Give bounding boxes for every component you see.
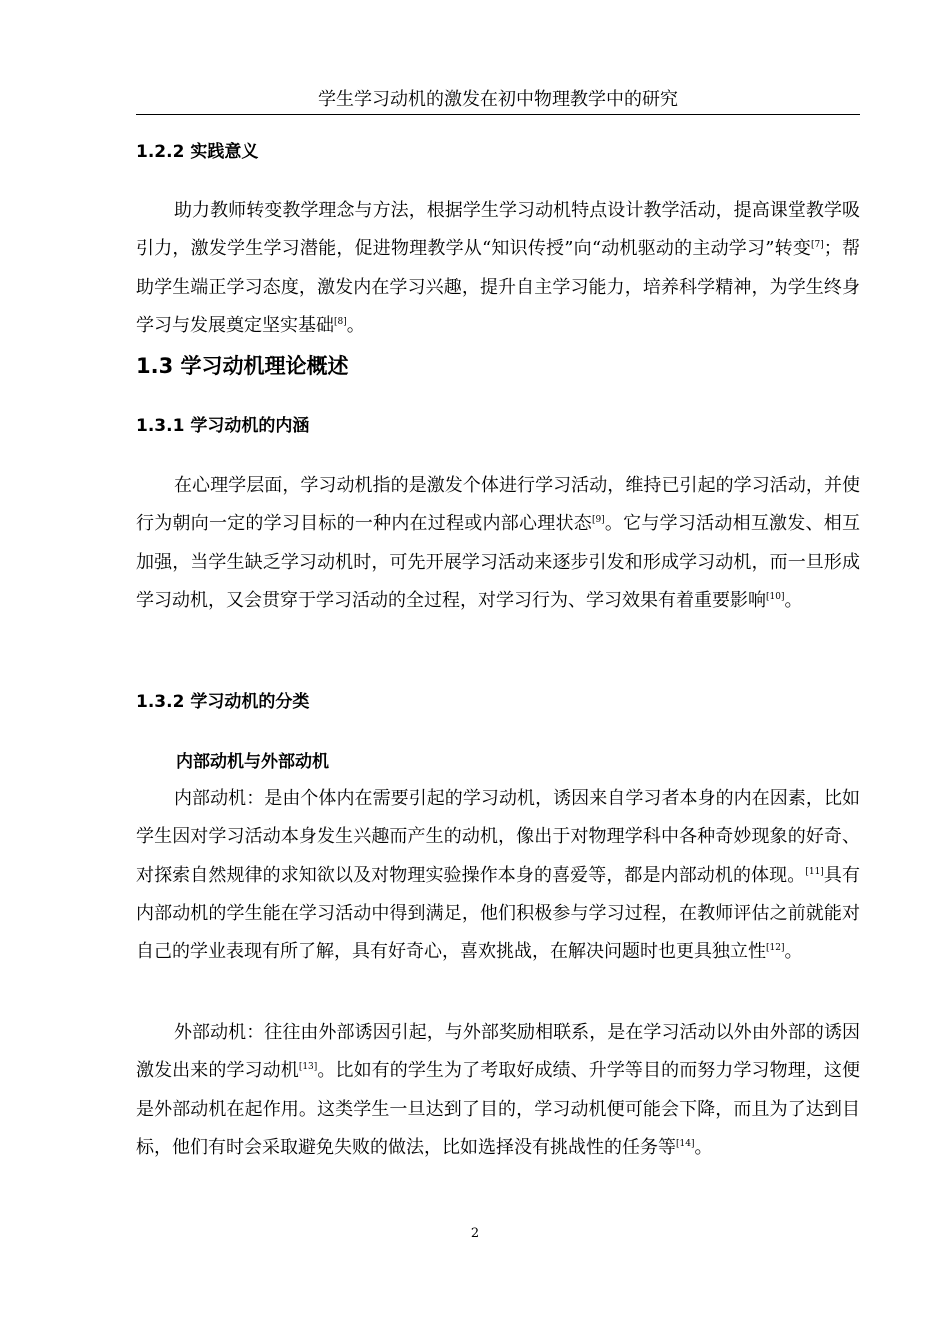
paragraph-text: 。	[784, 589, 803, 611]
section-heading-1-2-2: 1.2.2 实践意义	[136, 142, 259, 162]
section-heading-1-3-1: 1.3.1 学习动机的内涵	[136, 416, 310, 436]
paragraph-practical-significance	[136, 192, 860, 345]
paragraph-text: ；帮助学生端正学习态度，激发内在学习兴趣，提升自主学习能力，培养科学精神，为学生终身学习与发展奠定坚实基础	[136, 238, 861, 336]
paragraph-motivation-definition	[136, 467, 860, 620]
paragraph-text: 具有内部动机的学生能在学习活动中得到满足，他们积极参与学习过程，在教师评估之前就能对自己的学业表现有所了解，具有好奇心，喜欢挑战，在解决问题时也更具独立性	[136, 864, 861, 963]
paragraph-extrinsic-motivation	[136, 1014, 860, 1167]
paragraph-text: 。	[346, 314, 365, 336]
citation-ref: [9]	[591, 515, 605, 526]
section-heading-1-3-2: 1.3.2 学习动机的分类	[136, 692, 310, 712]
citation-ref: [12]	[766, 943, 785, 954]
paragraph-text: 。	[784, 941, 803, 963]
citation-ref: [13]	[298, 1062, 318, 1073]
citation-ref: [7]	[811, 240, 824, 251]
citation-ref: [10]	[766, 591, 785, 602]
running-header: 学生学习动机的激发在初中物理教学中的研究	[136, 88, 860, 115]
subsection-heading: 内部动机与外部动机	[176, 752, 329, 772]
paragraph-text: 。比如有的学生为了考取好成绩、升学等目的而努力学习物理，这便是外部动机在起作用。这类学生一旦达到了目的，学习动机便可能会下降，而且为了达到目标，他们有时会采取避免失败的做法，比如选择没有挑战性的任务等	[136, 1060, 860, 1158]
section-heading-1-3: 1.3 学习动机理论概述	[136, 354, 349, 378]
paragraph-text: 内部动机：是由个体内在需要引起的学习动机，诱因来自学习者本身的内在因素，比如学生因对学习活动本身发生兴趣而产生的动机，像出于对物理学科中各种奇妙现象的好奇、对探索自然规律的求知欲以及对物理实验操作本身的喜爱等，都是内部动机的体现。	[136, 788, 860, 886]
citation-ref: [11]	[805, 866, 824, 877]
citation-ref: [8]	[334, 316, 347, 327]
paragraph-text: 在心理学层面，学习动机指的是激发个体进行学习活动，维持已引起的学习活动，并使行为朝向一定的学习目标的一种内在过程或内部心理状态	[136, 475, 860, 535]
page-number: 2	[470, 1226, 480, 1241]
paragraph-intrinsic-motivation	[136, 780, 860, 971]
paragraph-text: 。	[694, 1136, 713, 1158]
citation-ref: [14]	[676, 1138, 695, 1149]
paragraph-text: 。它与学习活动相互激发、相互加强，当学生缺乏学习动机时，可先开展学习活动来逐步引发和形成学习动机，而一旦形成学习动机，又会贯穿于学习活动的全过程，对学习行为、学习效果有着重要影响	[136, 513, 861, 611]
paragraph-text: 外部动机：往往由外部诱因引起，与外部奖励相联系，是在学习活动以外由外部的诱因激发出来的学习动机	[136, 1022, 860, 1082]
paragraph-text: 助力教师转变教学理念与方法，根据学生学习动机特点设计教学活动，提高课堂教学吸引力，激发学生学习潜能，促进物理教学从“知识传授”向“动机驱动的主动学习”转变	[136, 200, 860, 260]
